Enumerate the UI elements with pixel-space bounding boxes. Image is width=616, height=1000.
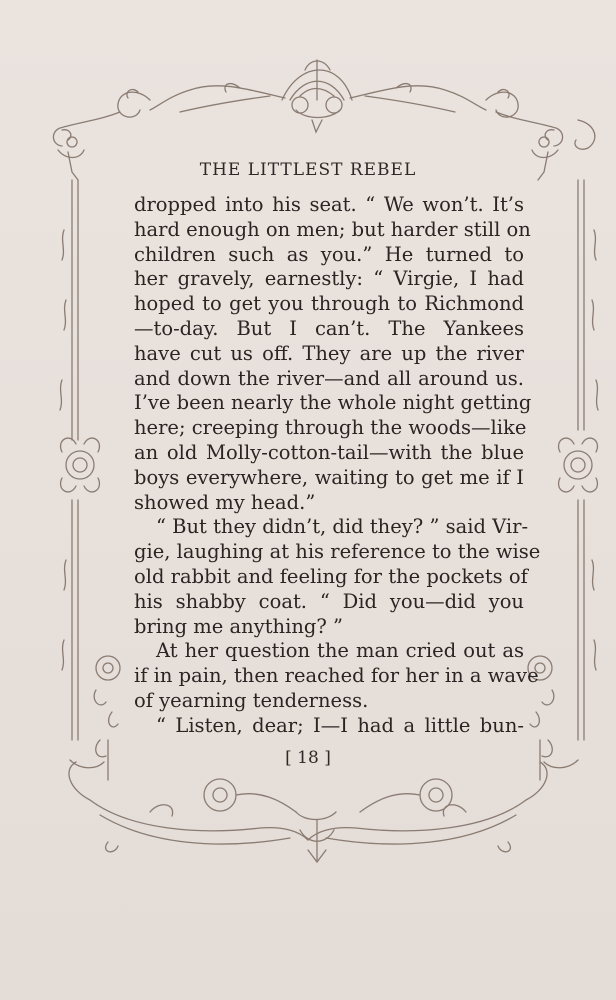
text-line: have cut us off. They are up the river: [134, 341, 524, 365]
text-line: if in pain, then reached for her in a wave: [134, 664, 539, 688]
right-mid-rosette: [559, 438, 598, 492]
text-line: hoped to get you through to Richmond: [134, 292, 524, 316]
text-line: hard enough on men; but harder still on: [134, 217, 531, 241]
text-line: here; creeping through the woods—like: [134, 416, 527, 440]
body-text: [134, 193, 541, 739]
text-line: showed my head.”: [134, 490, 316, 514]
top-crest-ornament: [118, 60, 518, 132]
text-line: an old Molly-cotton-tail—with the blue: [134, 440, 524, 464]
text-line: boys everywhere, waiting to get me if I: [134, 465, 524, 489]
bottom-ornament: [69, 762, 547, 862]
text-line: —to-day. But I can’t. The Yankees: [134, 316, 524, 340]
text-line: bring me anything? ”: [134, 614, 344, 638]
text-line: I’ve been nearly the whole night getting: [134, 391, 532, 415]
text-line: “ But they didn’t, did they? ” said Vir-: [156, 515, 529, 539]
text-line: gie, laughing at his reference to the wise: [134, 540, 541, 564]
text-line: children such as you.” He turned to: [134, 242, 524, 266]
text-line: dropped into his seat. “ We won’t. It’s: [134, 193, 524, 216]
text-line: “ Listen, dear; I—I had a little bun-: [156, 713, 524, 737]
running-head: THE LITTLEST REBEL: [199, 160, 417, 180]
page-number: [ 18 ]: [285, 748, 331, 768]
text-line: his shabby coat. “ Did you—did you: [134, 589, 524, 613]
text-line: old rabbit and feeling for the pockets of: [134, 564, 528, 588]
text-line: At her question the man cried out as: [156, 639, 524, 663]
right-border-rules: [578, 180, 598, 740]
text-line: her gravely, earnestly: “ Virgie, I had: [134, 267, 524, 291]
left-mid-rosette: [61, 438, 100, 492]
text-line: of yearning tenderness.: [134, 688, 369, 712]
text-line: and down the river—and all around us.: [134, 366, 524, 390]
